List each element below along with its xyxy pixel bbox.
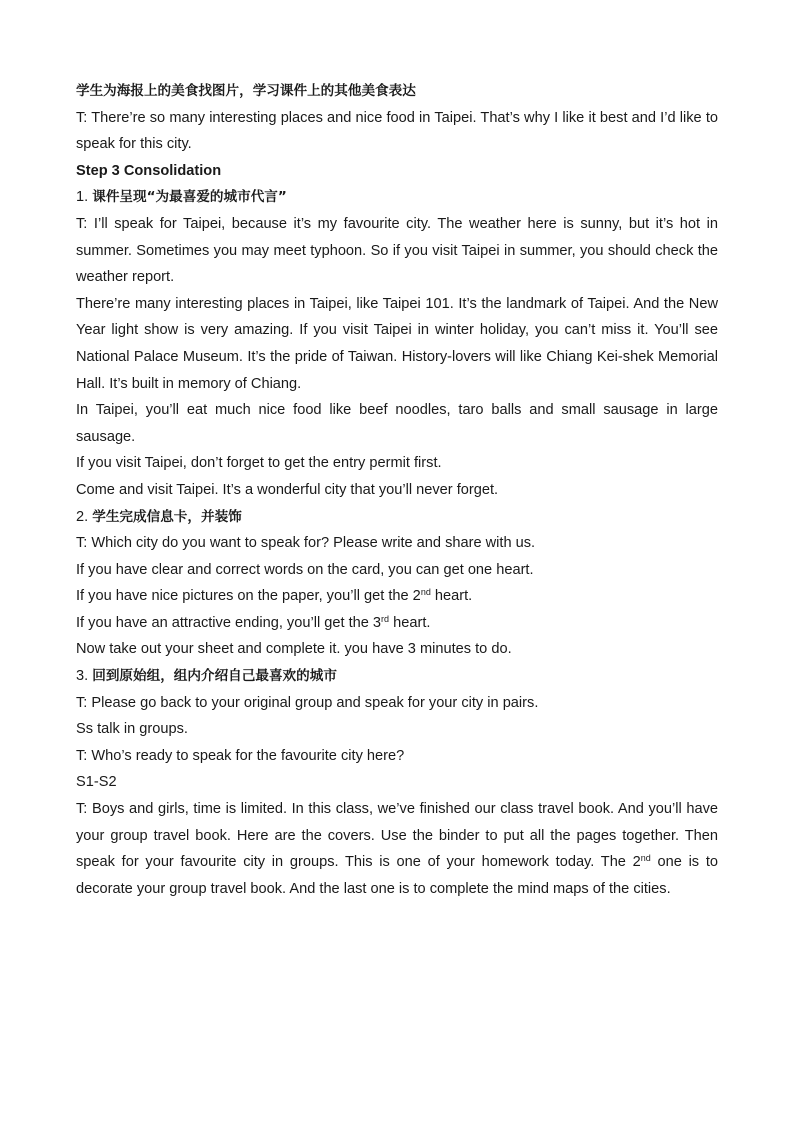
ordinal-suffix: nd <box>640 853 651 864</box>
paragraph-students: S1-S2 <box>76 774 117 791</box>
numbered-item-3 <box>76 663 718 690</box>
numbered-item-2 <box>76 504 718 531</box>
item-number: 1. <box>76 189 89 206</box>
cn-item-text: 学生完成信息卡，并装饰 <box>92 508 242 525</box>
ordinal-suffix: rd <box>381 613 390 624</box>
paragraph-heart-one: If you have clear and correct words on the card, you can get one heart. <box>76 561 534 578</box>
paragraph-permit: If you visit Taipei, don’t forget to get the entry permit first. <box>76 455 442 472</box>
text-run: heart. <box>389 614 431 631</box>
item-number: 3. <box>76 668 89 685</box>
paragraph-heart-two <box>76 583 718 610</box>
teacher-line-go-back: T: Please go back to your original group and speak for your city in pairs. <box>76 694 539 711</box>
teacher-line-homework <box>76 796 718 902</box>
paragraph-sheet: Now take out your sheet and complete it. you have 3 minutes to do. <box>76 641 512 658</box>
text-run: If you have nice pictures on the paper, you’ll get the 2 <box>76 588 421 605</box>
teacher-line-who-ready: T: Who’s ready to speak for the favourite city here? <box>76 747 405 764</box>
paragraph-ss-talk: Ss talk in groups. <box>76 721 188 738</box>
paragraph-places: There’re many interesting places in Taipei, like Taipei 101. It’s the landmark of Taipei. And the New Year light show is very amazing. If you visit Taipei in winter holiday, you can’t miss it. You’ll see National Palace Museum. It’s the pride of Taiwan. History-lovers will like Chiang Kei-shek Memorial Hall. It’s built in memory of Chiang. <box>76 295 718 392</box>
document-body <box>76 78 718 902</box>
text-run: one is to decorate your group travel book. And the last one is to complete the mind maps of the cities. <box>76 854 718 897</box>
paragraph-food: In Taipei, you’ll eat much nice food like beef noodles, taro balls and small sausage in large sausage. <box>76 402 718 445</box>
teacher-line-weather: T: I’ll speak for Taipei, because it’s my favourite city. The weather here is sunny, but it’s hot in summer. Sometimes you may meet typhoon. So if you visit Taipei in summer, you should check the weather report. <box>76 215 718 286</box>
cn-instruction-food: 学生为海报上的美食找图片，学习课件上的其他美食表达 <box>76 83 416 99</box>
teacher-line-which-city: T: Which city do you want to speak for? Please write and share with us. <box>76 535 536 552</box>
paragraph-visit: Come and visit Taipei. It’s a wonderful city that you’ll never forget. <box>76 481 499 498</box>
section-heading-step3: Step 3 Consolidation <box>76 162 222 179</box>
numbered-item-1 <box>76 184 718 211</box>
cn-item-text: 回到原始组，组内介绍自己最喜欢的城市 <box>92 668 337 685</box>
teacher-line-taipei-intro: T: There’re so many interesting places and nice food in Taipei. That’s why I like it best and I’d like to speak for this city. <box>76 109 718 153</box>
text-run: T: Boys and girls, time is limited. In this class, we’ve finished our class travel book. And you’ll have your group travel book. Here are the covers. Use the binder to put all the pages together. Then speak for your favourite city in groups. This is one of your homework today. The 2 <box>76 801 718 871</box>
text-run: If you have an attractive ending, you’ll get the 3 <box>76 614 382 631</box>
text-run: heart. <box>430 588 473 605</box>
ordinal-suffix: nd <box>420 587 431 598</box>
cn-item-text: 课件呈现“为最喜爱的城市代言” <box>92 189 287 206</box>
paragraph-heart-three <box>76 610 718 637</box>
item-number: 2. <box>76 508 89 525</box>
